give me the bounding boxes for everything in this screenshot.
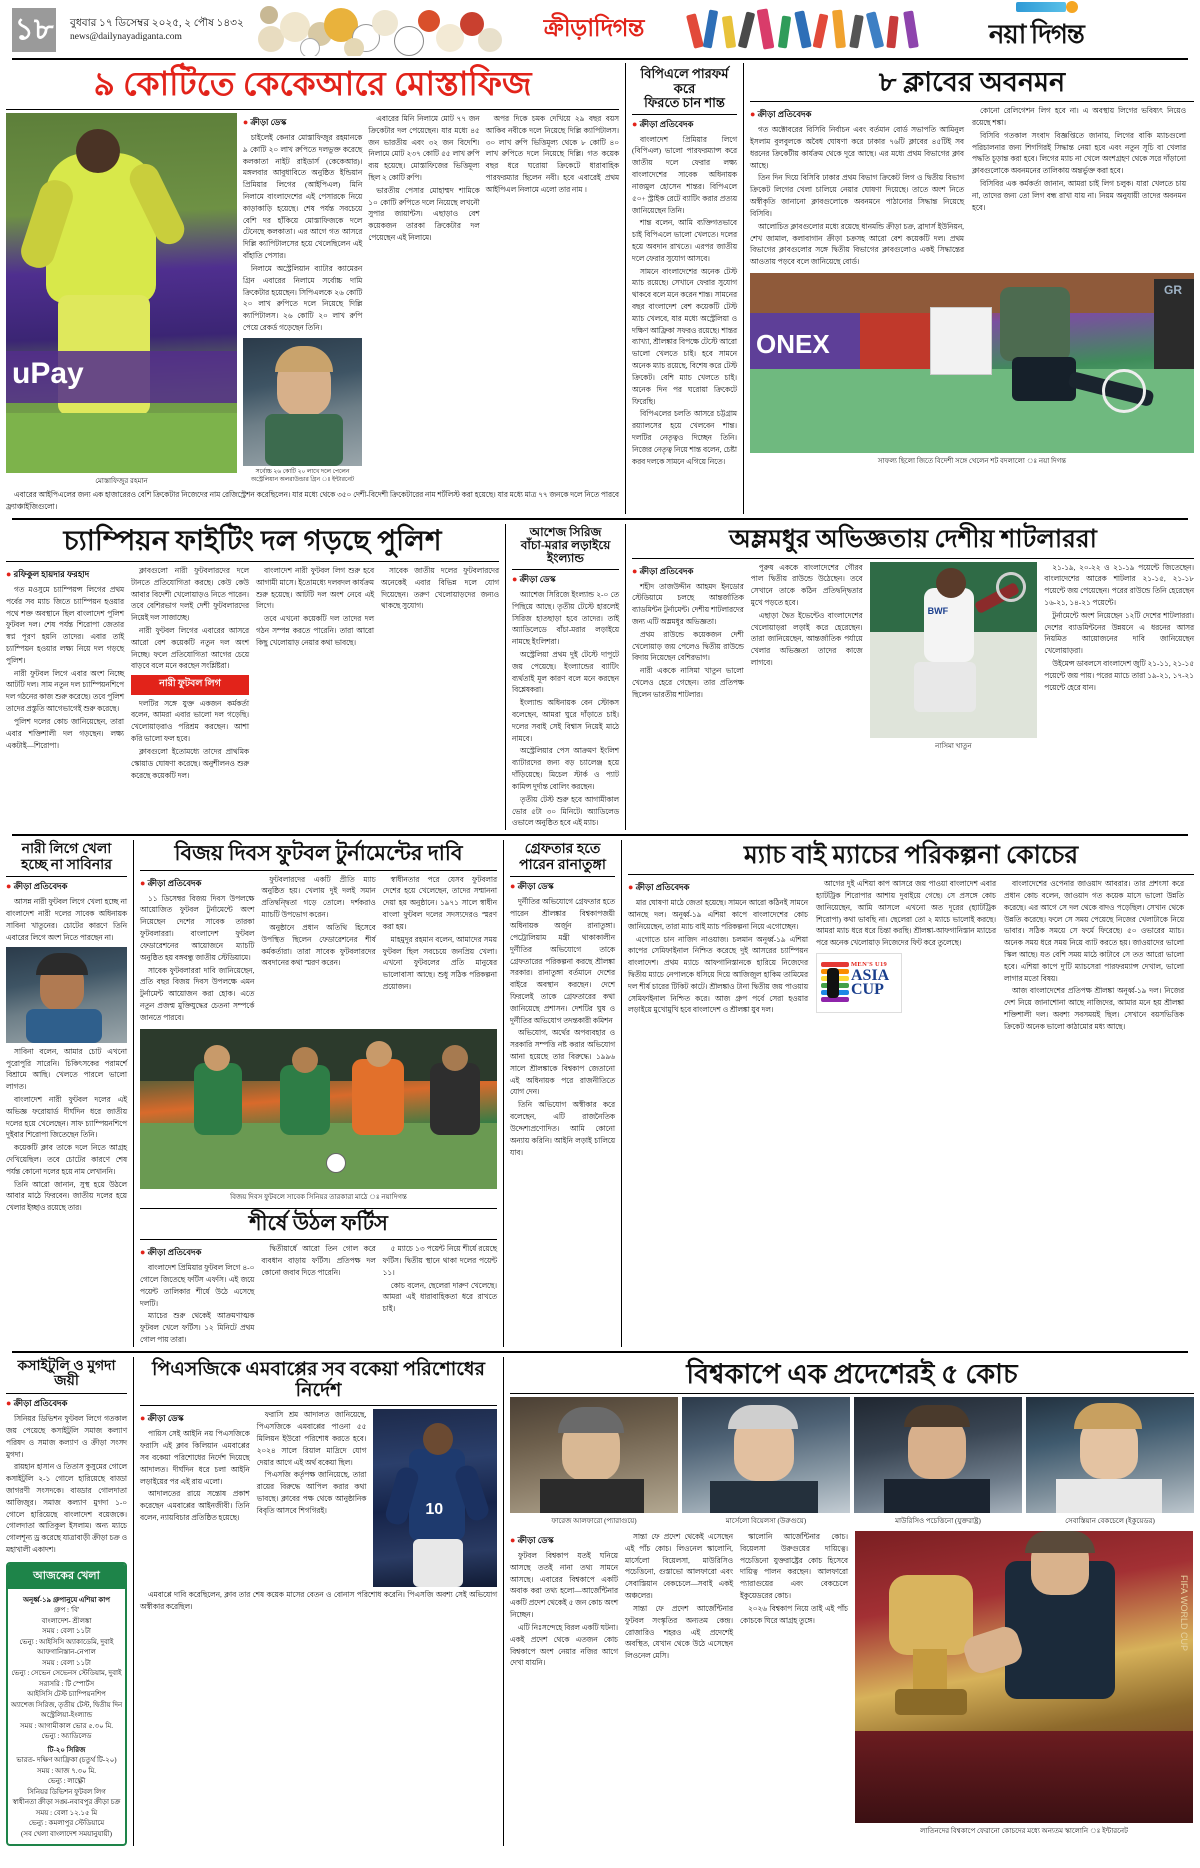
coach-photo-alfaro [510,1397,678,1513]
today-line-5: আফগানিস্তান-নেপাল [37,1648,96,1657]
abonomon-body-col1: গত অক্টোবরের বিসিবি নির্বাচন এবং বর্তমান বোর্ড সভাপতি আমিনুল ইসলাম বুলবুলকে অবৈধ ঘোষণা করে ঢাকার ৭৬টি ক্লাবের ৪৫টিই সব ধরনের ক্রিকেটীয় কার্যক্রম থেকে দূরে আছে। এর মধ্যে প্রথম বিভাগের ক্লাব আছে। তিন দিন দিয়ে বিসিবি ঢাকার প্রথম বিভাগ ক্রিকেট লিগ ও দ্বিতীয় বিভাগ ক্রিকেট লিগের খেলা চালিয়ে নেয়ার ঘোষণা দিয়েছে। তাতে অংশ নিতে অস্বীকৃতি জানানো ক্লাবগুলোকে অবনমনে পাঠানোর সিদ্ধান্ত নিয়েছে বিসিবি। আলোচিত ক্লাবগুলোর মধ্যে রয়েছে ধানমন্ডি ক্রীড়া চক্র, ব্রাদার্স ইউনিয়ন, শেখ জামাল, কলাবাগান ক্রীড়া চক্রসহ আরো বেশ কয়েকটি দল। প্রথম বিভাগের ক্লাবগুলোর সঙ্গে দ্বিতীয় বিভাগের ক্লাবগুলোও একই সিদ্ধান্তের আওতায় পড়বে বলে জানিয়েছে বোর্ড। [750,125,964,267]
shuttlers-headline: অম্লমধুর অভিজ্ঞতায় দেশীয় শাটলাররা [729,525,1097,553]
today-line-11: অস্ট্রেলিয়া-ইংল্যান্ড [40,1711,93,1720]
abonomon-byline: ● ক্রীড়া প্রতিবেদক [750,109,812,120]
today2-line-2: ভেন্যু : লাক্ষ্ণৌ [47,1777,86,1786]
today-line-6: সময় : বেলা ১১টা [42,1658,91,1667]
trophy-photo-caption: লাতিনদের বিশ্বকাপে ফেরানো কোচদের মধ্যে অন্যতম স্কালোনি ঃ ইন্টারনেট [920,1827,1128,1836]
fortis-headline: শীর্ষে উঠল ফর্টিস [249,1210,388,1235]
asia-cup-title: ASIA CUP [851,967,890,998]
today-line-4: ভেন্যু : আইসিসি অ্যাকাডেমি, দুবাই [19,1637,114,1646]
bijoy-photo-caption: বিজয় দিবস ফুটবলে সাবেক সিনিয়র তারকারা মাঠে ঃ নয়াদিগন্ত [230,1192,407,1201]
today2-line-0: ভারত- দক্ষিণ আফ্রিকা (চতুর্থ টি-২০) [16,1756,117,1765]
sabina-body-a: আসন্ন নারী ফুটবল লিগে খেলা হচ্ছে না বাংলাদেশ নারী দলের সাবেক অধিনায়ক সাবিনা খাতুনের। চোটের কারণে তিনি এবারের লিগে অংশ নিতে পারছেন না। [6,897,127,942]
fortis-byline: ● ক্রীড়া প্রতিবেদক [140,1247,202,1258]
today-line-9: আইসিসি টেস্ট চ্যাম্পিয়নশিপ [27,1690,106,1699]
bullet-icon: ● [6,1398,12,1409]
matchplan-byline: ● ক্রীড়া প্রতিবেদক [628,882,690,893]
today-games-title: আজকের খেলা [8,1564,125,1589]
scaloni-trophy-photo: FIFA WORLD CUP [855,1531,1193,1823]
asia-cup-mens-u19: MEN'S U19 [851,961,888,969]
today-line-12: সময় : আগামীকাল ভোর ৫.৩০ মি. [19,1721,114,1730]
mustafizur-photo: uPay [6,113,237,473]
shuttler-photo: BWF [870,562,1038,738]
psg-byline: ● ক্রীড়া ডেস্ক [140,1413,184,1424]
masthead [6,0,1194,56]
coach-photo-bielsa [682,1397,850,1513]
bullet-icon: ● [510,881,516,892]
shuttlers-byline: ● ক্রীড়া প্রতিবেদক [632,565,694,576]
abonomon-headline: ৮ ক্লাবের অবনমন [878,67,1066,97]
bullet-icon: ● [140,1247,146,1258]
england-headline-1: আশেজ সিরিজ [529,524,602,539]
matchplan-body-col3: বাংলাদেশের ওপেনার জাওয়াদ আবরার। তার প্রশংসা করে প্রধান কোচ বলেন, জাওয়াদ গত কয়েক মাসে ভালো উন্নতি করেছে। এর আগে সে দল থেকে বাদও পড়েছিল। সেখান থেকে উন্নতি করেছে। ফলে সে সময় পেয়েছে নিজের খেলাটাকে নিয়ে ভাবার। সঠিক সময়ে সে ফর্মে ফিরেছে। ৫০ ওভারের ম্যাচ। অনেক সময় ধরে সময় নিয়ে ব্যাট করতে হয়। জাওয়াদের ভালো স্কিল আছে। যত বেশি সময় মাঠে কাটাবে সে তত আরো ভালো হবে। এশিয়া কাপে দু'টি ম্যাচসেরা পারফরম্যান্স দেখাল, ভালো লাগার মতো বিষয়। আজ বাংলাদেশের প্রতিপক্ষ শ্রীলঙ্কা অনূর্ধ্ব-১৯ দল। নিজের দেশ নিয়ে জানাশোনা আছে নাজিদের, আমার মনে হয় শ্রীলঙ্কা শক্তিশালী দল। অবশ্য সবসময়ই ছিল। সেখানে বয়সভিত্তিক ক্রিকেট অনেক ভালো কাঠামোর মধ্য আছে। [1004,879,1184,1031]
coach-photo-beccacece [1026,1397,1194,1513]
bullet-icon: ● [242,116,249,127]
shuttlers-body-col1: শহীদ তাজউদ্দীন আহমদ ইনডোর স্টেডিয়ামে চলছে আন্তর্জাতিক ব্যাডমিন্টন টুর্নামেন্ট। দেশীয় শাটলারদের জন্য এটি অম্লমধুর অভিজ্ঞতা। প্রথম রাউন্ডে কয়েকজন দেশী খেলোয়াড় জয় পেলেও দ্বিতীয় রাউন্ডে বিদায় নিয়েছেন বেশিরভাগ। নারী এককে নাসিমা খাতুন ভালো খেলেও হেরে গেছেন। তার প্রতিপক্ষ ছিলেন ভারতীয় শাটলার। [632,581,744,699]
badminton-photo: ONEX GR [750,273,1194,453]
sabina-body-b: সাবিনা বলেন, আমার চোট এখনো পুরোপুরি সারেনি। চিকিৎসকের পরামর্শে বিশ্রামে আছি। খেলতে পারলে ভালো লাগত। বাংলাদেশ নারী ফুটবল দলের এই অভিজ্ঞ ফরোয়ার্ড দীর্ঘদিন ধরে জাতীয় দলের হয়ে খেলেছেন। সাফ চ্যাম্পিয়নশিপে দুইবার শিরোপা জিতেছেন তিনি। কয়েকটি ক্লাব তাকে দলে নিতে আগ্রহ দেখিয়েছিল। তবে চোটের কারণে শেষ পর্যন্ত কোনো দলের হয়ে নাম লেখাননি। তিনি আরো জানান, সুস্থ হয়ে উঠলে আবার মাঠে ফিরবেন। জাতীয় দলের হয়ে খেলার ইচ্ছাও রয়েছে তার। [6,1046,127,1213]
matchplan-body-col2: আগের দুই এশিয়া কাপ আসরে জয় পাওয়া বাংলাদেশ এবার হ্যাটট্রিক শিরোপার আশায় দুবাইয়ে গেছে। সে প্রসঙ্গে কোচ জানিয়েছেন, আমি আসলে এখনো অত দূরের (হ্যাটট্রিক শিরোপা) কথা ভাবছি না। ছেলেরা তো ২ ম্যাচে ভালোই করছে। আমরা ম্যাচ ধরে ধরে চিন্তা করছি। শ্রীলঙ্কা-আফগানিস্তান ম্যাচের পরে অনেক খেলোয়াড় নিজেদের ফিট করে তুলেছে। [816,879,996,948]
athletes-image [684,4,934,56]
shuttler-photo-caption: নাসিমা খাতুন [935,741,972,750]
lead-photo-caption: মোস্তাফিজুর রহমান [95,476,148,485]
sabina-byline: ● ক্রীড়া প্রতিবেদক [6,881,68,892]
bullet-icon: ● [6,881,12,892]
today-line-2: বাংলাদেশ- শ্রীলঙ্কা [41,1616,92,1625]
shanto-headline-1: বিপিএলে পারফর্ম করে [640,66,729,96]
sabina-headline-2: হচ্ছে না সাবিনার [21,857,112,873]
email-text: news@dailynayadiganta.com [70,31,182,42]
england-body: অ্যাশেজ সিরিজে ইংল্যান্ড ২-০ তে পিছিয়ে আছে। তৃতীয় টেস্টে হারলেই সিরিজ হাতছাড়া হবে তাদের। তাই অ্যাডিলেডে বাঁচা-মরার লড়াইয়ে নামছে ইংলিশরা। অস্ট্রেলিয়া প্রথম দুই টেস্টে দাপুটে জয় পেয়েছে। ইংল্যান্ডের ব্যাটিং ব্যর্থতাই মূল কারণ বলে মনে করছেন বিশ্লেষকরা। ইংল্যান্ড অধিনায়ক বেন স্টোকস বলেছেন, আমরা ঘুরে দাঁড়াতে চাই। দলের সবাই সেই বিশ্বাস নিয়েই মাঠে নামবে। অস্ট্রেলিয়ার পেস আক্রমণ ইংলিশ ব্যাটারদের জন্য বড় চ্যালেঞ্জ হয়ে দাঁড়িয়েছে। মিচেল স্টার্ক ও প্যাট কামিন্স দুর্দান্ত বোলিং করছেন। তৃতীয় টেস্ট শুরু হবে আগামীকাল ভোর ৫টা ৩০ মিনিটে। অ্যাডিলেড ওভালে অনুষ্ঠিত হবে এই ম্যাচ। [512,589,619,828]
psg-headline: পিএসজিকে এমবাপ্পের সব বকেয়া পরিশোধের নির্দেশ [151,1358,485,1402]
coach-caption-alfaro: ফারেজ আলফারো (প্যারাগুয়ে) [551,1517,637,1526]
bijoy-body-col2: ফুটবলারদের একটি প্রীতি ম্যাচ অনুষ্ঠিত হয়। খেলায় দুই দলই সমান প্রতিদ্বন্দ্বিতা গড়ে তোলে। দর্শকরাও ম্যাচটি উপভোগ করেন। অনুষ্ঠানে প্রধান অতিথি হিসেবে উপস্থিত ছিলেন ফেডারেশনের শীর্ষ কর্মকর্তারা। তারা সাবেক ফুটবলারদের অবদানের কথা স্মরণ করেন। [261,874,376,968]
lead-body-col3: অপর দিকে চমক দেখিয়ে ২৯ বছর বয়স আকিব নবীকে দলে নিয়েছে দিল্লি ক্যাপিটালস। ৩০ লাখ রুপি ভিত্তিমূল্য থেকে ৮ কোটি ৪০ লাখ রুপিতে দলে নিয়েছে দিল্লি। গত কয়েক বছর ধরে ঘরোয়া ক্রিকেটে ধারাবাহিক পারফরম্যার ছিলেন নবী। হবে এবারেই প্রথম আইপিএল নিলামে এলো তার নাম । [485,113,619,194]
five-coaches-headline: বিশ্বকাপে এক প্রদেশেরই ৫ কোচ [686,1358,1018,1389]
shuttlers-body-col3: ২১-১৯, ২০-২২ ও ২১-১৯ পয়েন্টে জিতেছেন। বাংলাদেশের আরেক শাটলার ২১-১৫, ২১-১৮ পয়েন্টে জয় পেয়েছেন। পরের রাউন্ডে তিনি হেরেছেন ১৬-২১, ১৪-২১ পয়েন্টে। টুর্নামেন্টে অংশ নিয়েছেন ১২টি দেশের শাটলাররা। দেশের ব্যাডমিন্টনের উন্নয়নে এ ধরনের আসর নিয়মিত আয়োজনের দাবি জানিয়েছেন খেলোয়াড়রা। উইমেন্স ডাবলসে বাংলাদেশ জুটি ২১-১১, ২১-১৫ পয়েন্টে জয় পায়। পরের ম্যাচে তারা ১৯-২১, ১৭-২১ পয়েন্টে হেরে যান। [1044,562,1194,692]
ranatunga-byline: ● ক্রীড়া ডেস্ক [510,881,554,892]
police-body-col2: ক্লাবগুলো নারী ফুটবলারদের দলে টানতে প্রতিযোগিতা করছে। কেউ কেউ আবার বিদেশী খেলোয়াড়ও নিতে পারেন। তবে বেশিরভাগ দলই দেশী ফুটবলারদের নিয়েই দল সাজাচ্ছে। নারী ফুটবল লিগের এবারের আসরে আরো বেশ কয়েকটি নতুন দল অংশ নিচ্ছে। ফলে প্রতিযোগিতা আগের চেয়ে বাড়বে বলে মনে করছেন সংশ্লিষ্টরা। [131,565,249,671]
psg-body-bottom: এমবাপ্পে দাবি করেছিলেন, ক্লাব তার শেষ কয়েক মাসের বেতন ও বোনাস পরিশোধ করেনি। পিএসজি অবশ্য সেই অভিযোগ অস্বীকার করেছিল। [140,1590,497,1612]
bullet-icon: ● [512,573,518,584]
england-byline: ● ক্রীড়া ডেস্ক [512,573,556,584]
today-games-box [6,1562,127,1847]
bijoy-byline: ● ক্রীড়া প্রতিবেদক [140,877,202,888]
five-coaches-body-col1: ফুটবল বিশ্বকাপ যতই ঘনিয়ে আসছে ততই নানা তথ্য সামনে আসছে। এবারের বিশ্বকাপে একটি অবাক করা তথ্য হলো—আর্জেন্টিনার একটি প্রদেশ থেকেই ৫ জন কোচ অংশ নিচ্ছেন। এটি নিঃসন্দেহে বিরল একটি ঘটনা। একই প্রদেশ থেকে এতজন কোচ বিশ্বকাপে অংশ নেয়ার নজির আগে দেখা যায়নি। [510,1551,618,1668]
kasaituli-body: সিনিয়র ডিভিশন ফুটবল লিগে গতকাল জয় পেয়েছে কসাইটুলি সমাজ কল্যাণ পরিষদ ও সমাজ কল্যাণ ও ক্রীড়া সংসদ মুগদা। রায়হান হাসান ও তিতাস কুসুমের গোলে কসাইটুলি ২-১ গোলে হারিয়েছে বাড্ডা জাগরণী সংসদকে। বাড্ডার গোলদাতা আজিজুর। সমাজ কল্যাণ মুগদা ১-০ গোলে হারিয়েছে বাংলাদেশ বয়েজকে। গোলদাতা আতিকুল ইসলাম। অন্য ম্যাচে গোলশূন্য ড্র করেছে যাত্রাবাড়ী ক্রীড়া চক্র ও মহাখালী একাদশ। [6,1414,127,1555]
sabina-headline-1: নারী লিগে খেলা [21,842,112,858]
psg-body-col2: ফরাসি শ্রম আদালত জানিয়েছে, পিএসজিকে এমবাপ্পের পাওনা ৫৫ মিলিয়ন ইউরো পরিশোধ করতে হবে। ২০২৪ সালে রিয়াল মাদ্রিদে যোগ দেয়ার আগে এই অর্থ বকেয়া ছিল। পিএসজি কর্তৃপক্ষ জানিয়েছে, তারা রায়ের বিরুদ্ধে আপিল করার কথা ভাবছে। ক্লাবের পক্ষ থেকে আনুষ্ঠানিক বিবৃতি আসবে শিগগিরই। [256,1410,367,1515]
ranatunga-headline-2: পারেন রানাতুঙ্গা [519,857,606,873]
bijoy-body-col3: স্বাধীনতার পরে যেসব ফুটবলার দেশের হয়ে খেলেছেন, তাদের সম্মাননা দেয়া হয় অনুষ্ঠানে। ১৯৭১ সালে স্বাধীন বাংলা ফুটবল দলের সদস্যদেরও স্মরণ করা হয়। মাহমুদুর রহমান বলেন, আমাদের সময় ফুটবল ছিল সবচেয়ে জনপ্রিয় খেলা। এখনো ফুটবলের প্রতি মানুষের ভালোবাসা আছে। শুধু সঠিক পরিকল্পনা প্রয়োজন। [382,874,497,991]
police-body-col1: গত মওসুমে চ্যাম্পিয়ন্স লিগের প্রথম পর্বের সব ম্যাচ জিতে চ্যাম্পিয়ন হওয়ার পথে শক্ত অবস্থানে ছিল বাংলাদেশ পুলিশ ফুটবল দল। শেষ পর্যন্ত শিরোপা জেতার স্বপ্ন পূরণ হয়নি তাদের। এবার তাই চ্যাম্পিয়ন হওয়ার লক্ষ্য নিয়ে দল গড়ছে পুলিশ। নারী ফুটবল লিগে এবার অংশ নিচ্ছে আটটি দল। সাম নতুন দল চ্যাম্পিয়নশিপে দল গঠনের কাজ শুরু করেছে। তবে পুলিশ তাদের প্রস্তুতি আগেভাগেই শুরু করেছে। পুলিশ দলের কোচ জানিয়েছেন, তারা এবার শক্তিশালী দল গড়ছেন। লক্ষ্য একটাই—শিরোপা। [6,584,124,750]
shanto-body: বাংলাদেশ প্রিমিয়ার লিগে (বিপিএল) ভালো পারফরম্যান্স করে জাতীয় দলে ফেরার লক্ষ্য বাংলাদেশের সাবেক অধিনায়ক নাজমুল হোসেন শান্তর। বিপিএলে ৫০+ স্ট্রাইক রেটে ব্যাটিং করার প্রত্যয় জানিয়েছেন তিনি। শান্ত বলেন, আমি ব্যক্তিগতভাবে চাই বিপিএলে ভালো খেলতে। দলের হয়ে অবদান রাখতে। এরপর জাতীয় দলে ফেরার সুযোগ আসবে। সামনে বাংলাদেশের অনেক টেস্ট ম্যাচ রয়েছে। সেখানে ফেরার সুযোগ থাকবে বলে মনে করেন শান্ত। সামনের বছর বাংলাদেশ বেশ কয়েকটি টেস্ট ম্যাচ খেলবে, যার মধ্যে অস্ট্রেলিয়া ও দক্ষিণ আফ্রিকা সফরও রয়েছে। শান্তর ব্যাখ্যা, শ্রীলঙ্কার বিপক্ষে টেস্টে আরো ভালো খেলতে চাই। হবে সামনে অনেক ম্যাচ রয়েছে, বিশেষ করে টেস্ট ক্রিকেট। বেশি ম্যাচ খেলতে চাই। অনেক দিন পর ঘরোয়া ক্রিকেটে ফিরেছি। বিপিএলের চলতি আসরে চট্টগ্রাম রয়্যালসের হয়ে খেলবেন শান্ত। দলটির নেতৃত্বও দিচ্ছেন তিনি। নিজের নেতৃত্ব নিয়ে শান্ত বলেন, চেষ্টা করব দলকে সামনে এগিয়ে নিতে। [632,134,737,466]
today-line-0: অনূর্ধ্ব-১৯ গ্রুপানুযে এশিয়া কাপ [22,1595,111,1604]
nari-football-badge: নারী ফুটবল লিগ [131,675,249,694]
bullet-icon: ● [750,109,756,120]
england-headline-2: বাঁচা-মরার লড়াইয়ে [520,538,611,553]
today-games-body [8,1589,125,1845]
police-body-col2b: দলটির সঙ্গে যুক্ত একজন কর্মকর্তা বলেন, আমরা এবার ভালো দল গড়েছি। খেলোয়াড়রাও পরিশ্রম করছেন। আশা করি ভালো ফল হবে। ক্লাবগুলো ইতোমধ্যে তাদের প্রাথমিক স্কোয়াড ঘোষণা করেছে। অনুশীলনও শুরু করেছে কয়েকটি দল। [131,698,249,780]
fortis-body-col3: ৫ ম্যাচে ১৩ পয়েন্ট নিয়ে শীর্ষে রয়েছে ফর্টিস। দ্বিতীয় স্থানে থাকা দলের পয়েন্ট ১১। কোচ বলেন, ছেলেরা দারুণ খেলেছে। আমরা এই ধারাবাহিকতা ধরে রাখতে চাই। [382,1244,497,1314]
bijoy-headline: বিজয় দিবস ফুটবল টুর্নামেন্টের দাবি [174,841,463,866]
lead-byline: ● ক্রীড়া ডেস্ক [242,116,287,127]
masthead-rule [12,58,1188,60]
matchplan-body-col1: মার ঘোষণা মাঠে জেতা হয়েছে। সামনে আরো কঠিনই সামনে আনছে দল। অনূর্ধ্ব-১৯ এশিয়া কাপে বাংলাদেশের কোচ জানিয়েছেন, তারা ম্যাচ বাই ম্যাচ পরিকল্পনা নিয়ে এগোচ্ছেন। এগোতে চান নাজিদ নাওয়াজ। চলমান অনূর্ধ্ব-১৯ এশিয়া কাপের সেমিফাইনাল নিশ্চিত করেছে দুই আসরের চ্যাম্পিয়ন বাংলাদেশ। প্রথম ম্যাচে আফগানিস্তানকে হারিয়ে নিজেদের দ্বিতীয় ম্যাচে নেপালকে ধসিয়ে দিয়ে আজিজুল হাকিম তামিমের দল শীর্ষ চারের টিকিট কাটে। শ্রীলঙ্কাও টানা দ্বিতীয় জয় পাওয়ায় সেমিফাইনাল নিশ্চিত করে। আজ গ্রুপ পর্বে সেরা হওয়ার লড়াইয়ে মুখোমুখি হবে বাংলাদেশ ও শ্রীলঙ্কা যুব দল। [628,898,808,1015]
today2-line-4: স্বাধীনতা ক্রীড়া সঙ্ঘ-নবাবপুর ক্রীড়া চক্র [12,1798,121,1807]
fortis-body-col2: দ্বিতীয়ার্ধে আরো তিন গোল করে ব্যবধান বাড়ায় ফর্টিস। প্রতিপক্ষ দল কোনো জবাব দিতে পারেনি। [261,1244,376,1277]
five-coaches-byline: ● ক্রীড়া ডেস্ক [510,1535,554,1546]
lead-headline: ৯ কোটিতে কেকেআরে মোস্তাফিজ [93,67,532,103]
page-number: ১৮ [12,8,56,52]
coach-caption-pochettino: মাউরিসিও পচেত্তিনো (যুক্তরাষ্ট্র) [895,1517,981,1526]
lead-body-bottom: এবারের আইপিএলের জন্য এক হাজারেরও বেশি ক্রিকেটার নিজেদের নাম রেজিস্ট্রেশন করেছিলেন। যার মধ্যে থেকে ৩৫০ দেশী-বিদেশী ক্রিকেটারের নাম শর্টলিস্ট করা হয়েছে। যার মধ্যে মাত্র ৭৭ জনকে দলে নিতে পারবে ফ্র্যাঞ্চাইজিগুলো। [6,489,619,511]
five-coaches-body-col2: সান্তা ফে প্রদেশ থেকেই এসেছেন এই পাঁচ কোচ। লিওনেল স্কালোনি, মার্সেলো বিয়েলসা, মাউরিসিও পচেত্তিনো, গুস্তাভো আলফারো এবং সেবাস্তিয়ান বেকচেলে—সবাই একই অঞ্চলের। সান্তা ফে প্রদেশ আর্জেন্টিনার ফুটবল সংস্কৃতির অন্যতম কেন্দ্র। রোজারিও শহরও এই প্রদেশেই অবস্থিত, যেখান থেকে উঠে এসেছেন লিওনেল মেসি। [625,1532,733,1661]
shuttlers-body-col2: পুরুষ এককে বাংলাদেশের গৌরব পাল দ্বিতীয় রাউন্ডে উঠেছেন। তবে সেখানে তাকে কঠিন প্রতিদ্বন্দ্বিতার মুখে পড়তে হবে। এছাড়া দ্বৈত ইভেন্টেও বাংলাদেশের খেলোয়াড়রা লড়াই করে হেরেছেন। তারা জানিয়েছেন, আন্তর্জাতিক পর্যায়ে খেলার অভিজ্ঞতা তাদের কাজে লাগবে। [750,562,863,668]
today-line-1: গ্রুপ : 'বি' [53,1606,80,1615]
sports-balls-image [254,4,504,56]
date-text: বুধবার ১৭ ডিসেম্বর ২০২৫, ২ পৌষ ১৪৩২ [70,17,244,29]
police-body-col3: বাংলাদেশ নারী ফুটবল লিগ শুরু হবে আগামী মাসে। ইতোমধ্যে দলবদল কার্যক্রম শুরু হয়েছে। আটটি দল অংশ নেবে এই লিগে। তবে এখনো কয়েকটি দল তাদের দল গঠন সম্পন্ন করতে পারেনি। তারা আরো কিছু খেলোয়াড় নেয়ার কথা ভাবছে। [256,565,374,647]
mbappe-photo: 10 [373,1409,497,1587]
today-line-7: ভেন্যু : সেভেন সেভেনস স্টেডিয়াম, দুবাই [11,1669,122,1678]
bijoy-football-photo [140,1029,497,1189]
today2-line-5: সময় : বেলা ১২.১৫ মি [35,1808,98,1817]
asia-cup-logo [816,953,902,1013]
coach-photo-pochettino [854,1397,1022,1513]
bullet-icon: ● [632,565,638,576]
today-line-8: সরাসরি : টি স্পোর্টস [38,1679,95,1688]
bijoy-body-col1: ১১ ডিসেম্বর বিজয় দিবস উপলক্ষে আয়োজিত ফুটবল টুর্নামেন্টে অংশ নিয়েছেন দেশের সাবেক তারকা ফুটবলাররা। বাংলাদেশ ফুটবল ফেডারেশনের আয়োজনে ম্যাচটি অনুষ্ঠিত হয় বঙ্গবন্ধু জাতীয় স্টেডিয়ামে। সাবেক ফুটবলাররা দাবি জানিয়েছেন, প্রতি বছর বিজয় দিবস উপলক্ষে এমন টুর্নামেন্ট আয়োজন করা হোক। এতে নতুন প্রজন্ম মুক্তিযুদ্ধের চেতনা সম্পর্কে জানতে পারবে। [140,893,255,1022]
ranatunga-body: দুর্নীতির অভিযোগে গ্রেফতার হতে পারেন শ্রীলঙ্কার বিশ্বকাপজয়ী অধিনায়ক অর্জুন রানাতুঙ্গা। পেট্রোলিয়াম মন্ত্রী থাকাকালীন দুর্নীতির অভিযোগে তাকে গ্রেফতারের পরিকল্পনা করছে শ্রীলঙ্কা সরকার। রানাতুঙ্গা বর্তমানে দেশের বাইরে অবস্থান করছেন। দেশে ফিরলেই তাকে গ্রেফতারের কথা জানিয়েছে প্রশাসন। দেশটির ঘুষ ও দুর্নীতির অভিযোগ তদন্তকারী কমিশন অভিযোগ, অর্থের অপব্যবহার ও সরকারি সম্পত্তি নষ্ট করার অভিযোগ আনা হয়েছে তার বিরুদ্ধে। ১৯৯৬ সালে শ্রীলঙ্কাকে বিশ্বকাপ জেতানো এই অধিনায়ক পরে রাজনীতিতে যোগ দেন। তিনি অভিযোগ অস্বীকার করে বলেছেন, এটি রাজনৈতিক উদ্দেশ্যপ্রণোদিত। আমি কোনো অন্যায় করিনি। আইনি লড়াই চালিয়ে যাব। [510,897,615,1157]
kasaituli-headline: কসাইটুলি ও মুগদা জয়ী [17,1358,116,1390]
today2-line-6: ভেন্যু : কমলাপুর স্টেডিয়ামে [28,1819,105,1828]
today2-line-1: সময় : আজ ৭.৩০ মি. [36,1766,97,1775]
bullet-icon: ● [140,1413,146,1424]
masthead-dateline [66,16,244,45]
bullet-icon: ● [510,1535,516,1546]
police-byline: ● রফিকুল হায়দার ফরহাদ [6,568,90,579]
badminton-photo-caption: সাফল্য ছিলো জিতে বিদেশী সঙ্গে খেলেন শট বদলালো ঃ নয়া দিগন্ত [877,456,1067,465]
sabina-photo [6,947,127,1043]
lead-body-col1: চাইলেই কেনার মোস্তাফিজুর রহমানকে ৯ কোটি ২০ লাখ রুপিতে দলভুক্ত করেছে কলকাতা নাইট রাইডার্স (কেকেআর)। মঙ্গলবার আবুধাবিতে অনুষ্ঠিত ইন্ডিয়ান প্রিমিয়ার লিগের (আইপিএল) মিনি নিলামে বাংলাদেশের এই পেসারকে নিয়ে কাড়াকাড়ি হয়েছে। শেষ পর্যন্ত সবচেয়ে বেশি দর হাঁকিয়ে মোস্তাফিজকে দলে টেনেছে কলকাতা। এর আগে গত আসরে দিল্লি ক্যাপিটালসের হয়ে খেলেছিলেন এই বাঁহাতি পেসার। নিলামে অস্ট্রেলিয়ান ব্যাটার ক্যামেরন গ্রিন এবারের নিলামে সর্বোচ্চ দামি ক্রিকেটার হয়েছেন। সিপিএলকে ২৬ কোটি ২০ লাখ রুপিতে দলে নিয়েছে দিল্লি ক্যাপিটালস। ২৬ কোটি ২০ লাখ রুপি পেয়ে রেকর্ড গড়েছেন তিনি। [242,132,363,332]
today-line-13: ভেন্যু : অ্যাডিলেড [41,1732,92,1741]
police-body-col4: সাবেক জাতীয় দলের ফুটবলারদের অনেকেই এবার বিভিন্ন দলে যোগ দিয়েছেন। তরুণ খেলোয়াড়দের জন্যও থাকছে সুযোগ। [381,565,499,611]
kasaituli-byline: ● ক্রীড়া প্রতিবেদক [6,1398,68,1409]
cameron-green-photo [243,338,362,466]
paper-logo-text: নয়া দিগন্ত [988,20,1084,49]
lead-body-col2: এবারের মিনি নিলামে মোট ৭৭ জন ক্রিকেটার দল পেয়েছেন। যার মধ্যে ৪৫ জন ভারতীয় এবং ৩২ জন বিদেশি। নিলামে মোট ২৩৭ কোটি ৫৫ লাখ রুপি ব্যয় হয়েছে। মোস্তাফিজের ভিত্তিমূল্য ছিল ২ কোটি রুপি। ভারতীয় পেসার মোহাম্মদ শামিকে ১০ কোটি রুপিতে দলে নিয়েছে লখনৌ সুপার জায়ান্টস। এছাড়াও বেশ কয়েকজন তারকা ক্রিকেটার দল পেয়েছেন এই নিলামে। [368,113,480,243]
coach-caption-beccacece: সেবাস্তিয়ান বেকচেলে (ইকুয়েডর) [1065,1517,1155,1526]
abonomon-body-col2: কোনো রেলিগেশন লিগ হবে না। এ অবস্থায় লিগের ভবিষ্যৎ নিয়েও রয়েছে শঙ্কা। বিসিবি গতকাল সংবাদ বিজ্ঞপ্তিতে জানায়, লিগের বাকি ম্যাচগুলো পরিচালনার জন্য শিগগিরই সিদ্ধান্ত নেয়া হবে এবং নতুন সূচি বা খেলার পদ্ধতি চূড়ান্ত করা হবে। লিগের ম্যাচ না খেলে অংশগ্রহণ থেকে সরে দাঁড়ানো ক্লাবগুলোকে অবনমনের তালিকায় অন্তর্ভুক্ত করা হবে। বিসিবির এক কর্মকর্তা জানান, আমরা চাই লিগ চলুক। যারা খেলতে চায় না, তাদের জন্য তো লিগ বন্ধ রাখা যায় না। নিয়ম অনুযায়ী তাদের অবনমন হবে। [972,106,1186,212]
shanto-byline: ● ক্রীড়া প্রতিবেদক [632,118,694,129]
ranatunga-headline-1: গ্রেফতার হতে [524,842,601,858]
england-headline-3: ইংল্যান্ড [547,551,584,566]
shanto-headline-2: ফিরতে চান শান্ত [644,95,725,111]
bullet-icon: ● [6,568,12,579]
today-line-10: অ্যাশেজ সিরিজ, তৃতীয় টেস্ট, দ্বিতীয় দিন [10,1700,123,1709]
bullet-icon: ● [140,877,146,888]
today2-line-3: সিনিয়র ডিভিশন ফুটবল লিগ [27,1787,106,1796]
five-coaches-body-col3: স্কালোনি আর্জেন্টিনার কোচ। বিয়েলসা উরুগুয়ের দায়িত্বে। পচেত্তিনো যুক্তরাষ্ট্রের কোচ হিসেবে দায়িত্ব পালন করছেন। আলফারো প্যারাগুয়ের এবং বেকচেলে ইকুয়েডরের কোচ। ২০২৬ বিশ্বকাপ নিয়ে তাই এই পাঁচ কোচকে ঘিরে আগ্রহ তুঙ্গে। [740,1532,848,1625]
today-section2-title: টি-২০ সিরিজ [47,1745,86,1754]
section-title: ক্রীড়াদিগন্ত [543,16,644,42]
matchplan-headline: ম্যাচ বাই ম্যাচের পরিকল্পনা কোচের [743,842,1079,870]
paper-logo [944,2,1084,58]
fortis-body-col1: বাংলাদেশ প্রিমিয়ার ফুটবল লিগে ৪-০ গোলে জিতেছে ফর্টিস এফসি। এই জয়ে পয়েন্ট তালিকার শীর্ষে উঠে এসেছে দলটি। ম্যাচের শুরু থেকেই আক্রমণাত্মক ফুটবল খেলে ফর্টিস। ১২ মিনিটে প্রথম গোল পায় তারা। [140,1263,255,1344]
today2-line-7: (সব খেলা বাংলাদেশ সময়ানুযায়ী) [21,1829,112,1838]
police-headline: চ্যাম্পিয়ন ফাইটিং দল গড়ছে পুলিশ [63,525,442,557]
psg-body-col1: পায়িস সেই আইনি নয় পিএসজিকে ফরাসি এই ক্লাব কিলিয়ান এমবাপ্পের সব বকেয়া পরিশোধের নির্দেশ দিয়েছে আদালত। দীর্ঘদিন ধরে চলা আইনি লড়াইয়ের পর এই রায় এলো। আদালতের রায়ে সন্তোষ প্রকাশ করেছেন এমবাপ্পের আইনজীবী। তিনি বলেন, ন্যায়বিচার প্রতিষ্ঠিত হয়েছে। [140,1429,250,1523]
bullet-icon: ● [632,118,638,129]
inset-photo-caption: সর্বোচ্চ ২৬ কোটি ২০ লাখে দলে পেলেন অস্ট্রেলিয়ান অলরাউন্ডার গ্রিন ঃ ইন্টারনেট [250,468,355,483]
today-line-3: সময় : বেলা ১১টা [42,1627,91,1636]
coach-caption-bielsa: মার্সেলো বিয়েলসা (উরুগুয়ে) [725,1517,807,1526]
bullet-icon: ● [628,882,634,893]
